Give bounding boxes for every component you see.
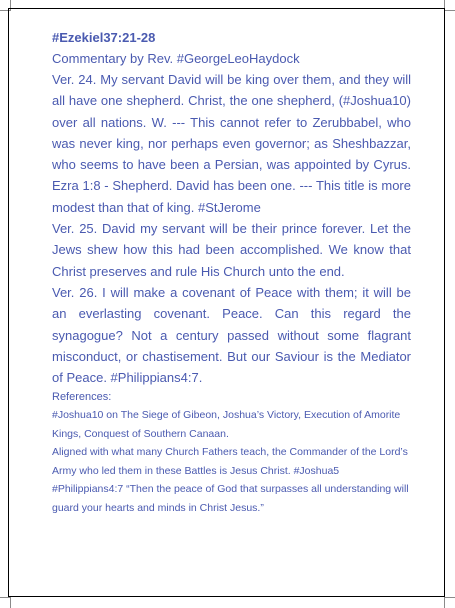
page-corner-mark — [444, 597, 455, 608]
verse-text: I will make a covenant of Peace with them; it will be an everlasting covenant. Peace. Can this regard the synagogue? Not a century passed without some flagrant misconduct, or chastisement. But our Saviour is the Mediator of Peace. #Philippians4:7. — [52, 284, 411, 386]
verse-paragraph — [52, 218, 411, 282]
document-page — [8, 8, 445, 597]
document-content — [52, 27, 411, 517]
reference-item: #Philippians4:7 “Then the peace of God that surpasses all understanding will guard your hearts and minds in Christ Jesus.” — [52, 483, 409, 514]
verse-paragraph — [52, 69, 411, 218]
verse-text: My servant David will be king over them, and they will all have one shepherd. Christ, the one shepherd, (#Joshua10) over all nations. W. --- This cannot refer to Zerubbabel, who was never king, nor perhaps even governor; as Sheshbazzar, who seems to have been a Persian, was appointed by Cyrus. Ezra 1:8 - Shepherd. David has been one. --- This title is more modest than that of king. #StJerome — [52, 72, 411, 215]
verse-paragraph — [52, 282, 411, 388]
document-subtitle: Commentary by Rev. #GeorgeLeoHaydock — [52, 51, 300, 66]
reference-item: #Joshua10 on The Siege of Gibeon, Joshua’s Victory, Execution of Amorite Kings, Conquest of Southern Canaan. — [52, 409, 401, 440]
reference-item: Aligned with what many Church Fathers teach, the Commander of the Lord’s Army who led them in these Battles is Jesus Christ. #Joshua5 — [52, 446, 408, 477]
document-title: #Ezekiel37:21-28 — [52, 30, 156, 45]
verse-label: Ver. 26. — [52, 284, 98, 300]
verse-text: David my servant will be their prince forever. Let the Jews shew how this had been accomplished. We know that Christ preserves and rule His Church unto the end. — [52, 221, 411, 279]
verse-label: Ver. 24. — [52, 72, 97, 87]
verse-label: Ver. 25. — [52, 221, 98, 237]
references-heading: References: — [52, 391, 112, 404]
page-corner-mark — [444, 0, 455, 11]
page-corner-mark — [0, 597, 11, 608]
